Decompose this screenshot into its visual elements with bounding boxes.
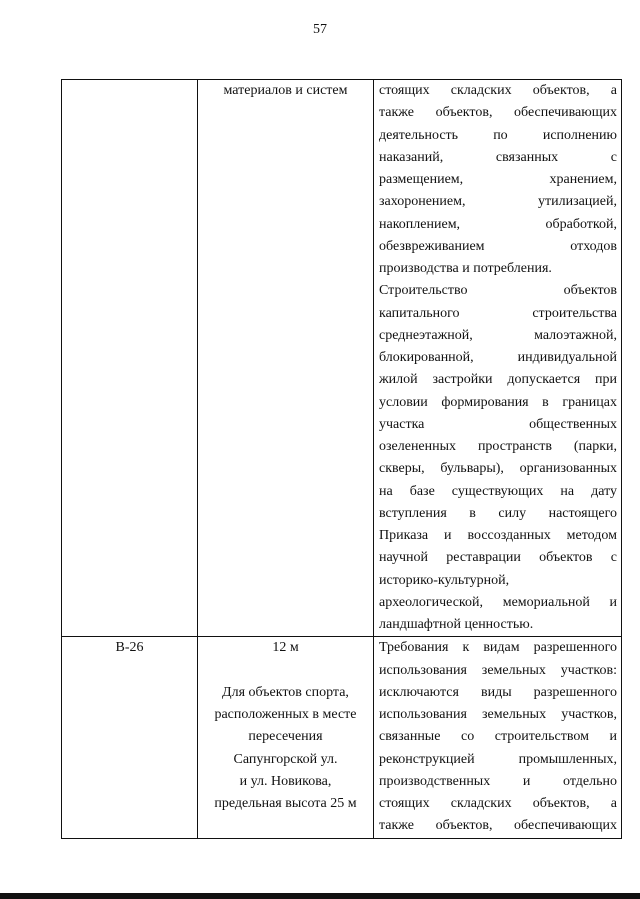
requirements-line: деятельность по исполнению xyxy=(379,127,617,143)
requirements-line: стоящих складских объектов, а xyxy=(379,796,617,811)
height-line: пересечения xyxy=(248,729,323,745)
requirements-line: блокированной, индивидуальной xyxy=(379,350,617,365)
requirements-line: стоящих складских объектов, а xyxy=(379,83,617,98)
height-line: и ул. Новикова, xyxy=(239,773,332,789)
zone-code-cell xyxy=(62,80,198,637)
height-line xyxy=(198,660,373,682)
requirements-line: Требования к видам разрешенного xyxy=(379,640,617,656)
requirements-line: научной реставрации объектов с xyxy=(379,550,617,566)
requirements-line: скверы, бульвары), организованных xyxy=(379,461,617,477)
requirements-line: также объектов, обеспечивающих xyxy=(379,818,617,834)
requirements-line: использования земельных участков: xyxy=(379,662,617,678)
requirements-line: наказаний, связанных с xyxy=(379,149,617,165)
requirements-line: накоплением, обработкой, xyxy=(379,216,617,232)
requirements-line: жилой застройки допускается при xyxy=(379,372,617,388)
requirements-line: историко-культурной, xyxy=(379,572,510,588)
table-row xyxy=(62,637,622,838)
height-line: расположенных в месте xyxy=(214,707,357,722)
requirements-line: на базе существующих на дату xyxy=(379,483,617,499)
height-line: Для объектов спорта, xyxy=(222,684,349,700)
requirements-line: использования земельных участков, xyxy=(379,707,617,722)
requirements-line: связанные со строительством и xyxy=(379,729,617,745)
regulations-table xyxy=(61,79,622,839)
requirements-line: производства и потребления. xyxy=(379,261,552,276)
requirements-line: производственных и отдельно xyxy=(379,773,617,789)
requirements-cell xyxy=(374,80,622,637)
height-line: материалов и систем xyxy=(223,83,348,98)
zone-code-cell xyxy=(62,637,198,838)
page-number: 57 xyxy=(313,22,327,37)
requirements-line: захоронением, утилизацией, xyxy=(379,194,617,210)
requirements-line: Приказа и воссозданных методом xyxy=(379,528,617,543)
zone-code: В-26 xyxy=(115,640,144,656)
height-line: 12 м xyxy=(272,640,299,656)
requirements-line: также объектов, обеспечивающих xyxy=(379,105,617,121)
requirements-line: обезвреживанием отходов xyxy=(379,238,617,254)
height-line: Сапунгорской ул. xyxy=(233,751,338,767)
requirements-line: размещением, хранением, xyxy=(379,172,617,187)
requirements-cell xyxy=(374,637,622,838)
requirements-line: условии формирования в границах xyxy=(379,394,617,410)
height-cell xyxy=(198,80,374,637)
requirements-line: исключаются виды разрешенного xyxy=(379,684,617,700)
requirements-line: озелененных пространств (парки, xyxy=(379,439,617,454)
requirements-line: ландшафтной ценностью. xyxy=(379,617,534,632)
requirements-line: среднеэтажной, малоэтажной, xyxy=(379,327,617,343)
scan-edge xyxy=(0,893,640,899)
requirements-line: вступления в силу настоящего xyxy=(379,505,617,521)
requirements-line: реконструкцией промышленных, xyxy=(379,751,617,767)
height-line: предельная высота 25 м xyxy=(214,796,357,811)
height-cell xyxy=(198,637,374,838)
table-row xyxy=(62,80,622,637)
requirements-line: Строительство объектов xyxy=(379,283,617,299)
requirements-line: участка общественных xyxy=(379,416,617,432)
requirements-line: археологической, мемориальной и xyxy=(379,594,617,610)
requirements-line: капитального строительства xyxy=(379,305,617,321)
